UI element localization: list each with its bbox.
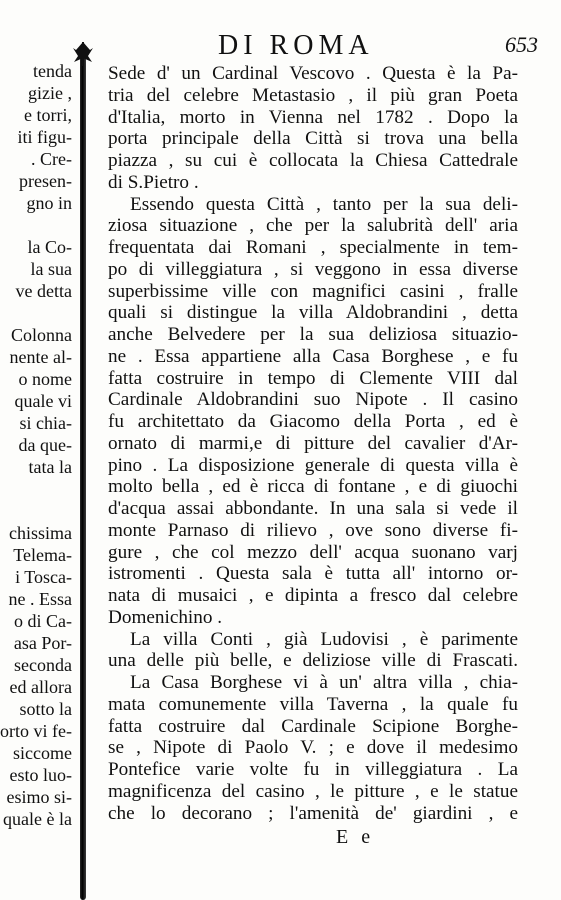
text-line: Essendo questa Città , tanto per la sua deli- <box>130 193 518 215</box>
text-line: Pontefice varie volte fu in villeggiatura . La <box>108 759 518 780</box>
facing-page-line: iti figu- <box>17 127 72 147</box>
text-line: d'Italia, morto in Vienna nel 1782 . Dopo la <box>108 106 518 128</box>
text-line: gure , che col mezzo dell' acqua suonano varj <box>108 541 518 563</box>
facing-page-line: e torri, <box>24 105 72 125</box>
facing-page-line: orto vi fe- <box>0 721 72 741</box>
facing-page-line: seconda <box>14 655 72 675</box>
text-line: mata comunemente villa Taverna , la quale fu <box>108 693 518 715</box>
facing-page-line: esto luo- <box>9 765 72 785</box>
text-line: nata di musaici , e dipinta a fresco dal celebre <box>108 585 518 606</box>
text-line: istromenti . Questa sala è tutta all' intorno or- <box>108 563 518 585</box>
text-line: anche Belvedere per la sua deliziosa situazio- <box>108 324 518 345</box>
facing-page-line: si chia- <box>19 413 72 433</box>
facing-page-line: siccome <box>13 743 72 763</box>
gutter-shadow <box>80 50 86 900</box>
facing-page-fragment <box>0 60 76 840</box>
text-line: d'acqua assai abbondante. In una sala si vede il <box>108 498 518 519</box>
text-line: porta principale della Città si trova una bella <box>108 128 518 150</box>
text-line: La Casa Borghese vi à un' altra villa , chia- <box>130 672 518 693</box>
facing-page-line: . Cre- <box>31 149 72 169</box>
text-line: ziosa situazione , che per la salubrità dell' aria <box>108 215 518 237</box>
text-line: monte Parnaso di rilievo , ove sono diverse fi- <box>108 519 518 541</box>
text-line: fatta costruire in tempo di Clemente VIII dal <box>108 367 518 389</box>
ornament-icon <box>70 40 96 68</box>
facing-page-line: tata la <box>28 457 72 477</box>
text-line: che lo decorano ; l'amenità de' giardini , e <box>108 802 518 824</box>
facing-page-line: gno in <box>26 193 72 213</box>
facing-page-line: ne . Essa <box>8 589 72 609</box>
text-line: frequentata dai Romani , specialmente in tem- <box>108 237 518 258</box>
facing-page-line: chissima <box>9 523 72 543</box>
text-line: fu architettato da Giacomo della Porta , ed è <box>108 411 518 432</box>
facing-page-line: sotto la <box>19 699 72 719</box>
page-title: DI ROMA <box>218 30 374 61</box>
facing-page-line: presen- <box>19 171 72 191</box>
text-line: Domenichino . <box>108 606 223 628</box>
facing-page-line: gizie , <box>28 83 72 103</box>
facing-page-line: ed allora <box>9 677 72 697</box>
facing-page-line: quale vi <box>14 391 72 411</box>
facing-page-line: esimo si- <box>6 787 72 807</box>
text-line: Sede d' un Cardinal Vescovo . Questa è la Pa- <box>108 63 518 84</box>
text-line: Cardinale Aldobrandini suo Nipote . Il casino <box>108 389 518 411</box>
facing-page-line: Colonna <box>11 325 72 345</box>
catchword: E e <box>336 826 375 848</box>
text-line: una delle più belle, e deliziose ville di Frascati. <box>108 650 518 672</box>
text-line: pino . La disposizione generale di questa villa è <box>108 454 518 476</box>
text-line: ne . Essa appartiene alla Casa Borghese , e fu <box>108 345 518 367</box>
book-gutter <box>70 40 96 900</box>
page-number: 653 <box>505 32 538 57</box>
facing-page-line: o di Ca- <box>14 611 72 631</box>
text-line: se , Nipote di Paolo V. ; e dove il medesimo <box>108 737 518 759</box>
facing-page-line: la sua <box>30 259 72 279</box>
text-line: superbissime ville con magnifici casini , fralle <box>108 280 518 302</box>
text-line: quali si distingue la villa Aldobrandini , detta <box>108 302 518 324</box>
facing-page-line: asa Por- <box>13 633 72 653</box>
text-line: ornato di marmi,e di pitture del cavalier d'Ar- <box>108 432 518 454</box>
facing-page-line: nente al- <box>9 347 72 367</box>
facing-page-line: Telema- <box>13 545 72 565</box>
text-line: po di villeggiatura , si veggono in essa diverse <box>108 258 518 280</box>
facing-page-line: i Tosca- <box>15 567 72 587</box>
text-line: di S.Pietro . <box>108 171 199 193</box>
text-line: fatta costruire dal Cardinale Scipione Borghe- <box>108 715 518 737</box>
text-line: molto bella , ed è ricca di fontane , e di giuochi <box>108 476 518 498</box>
text-line: piazza , su cui è collocata la Chiesa Cattedrale <box>108 150 518 171</box>
running-header <box>108 30 538 64</box>
facing-page-line: tenda <box>33 61 72 81</box>
text-line: La villa Conti , già Ludovisi , è parimente <box>130 628 518 650</box>
text-line: magnificenza del casino , le pitture , e le statue <box>108 780 518 802</box>
facing-page-line: la Co- <box>27 237 72 257</box>
facing-page-line: ve detta <box>15 281 72 301</box>
facing-page-line: quale è la <box>3 809 72 829</box>
text-line: tria del celebre Metastasio , il più gran Poeta <box>108 84 518 106</box>
facing-page-line: da que- <box>18 435 72 455</box>
facing-page-line: o nome <box>18 369 72 389</box>
